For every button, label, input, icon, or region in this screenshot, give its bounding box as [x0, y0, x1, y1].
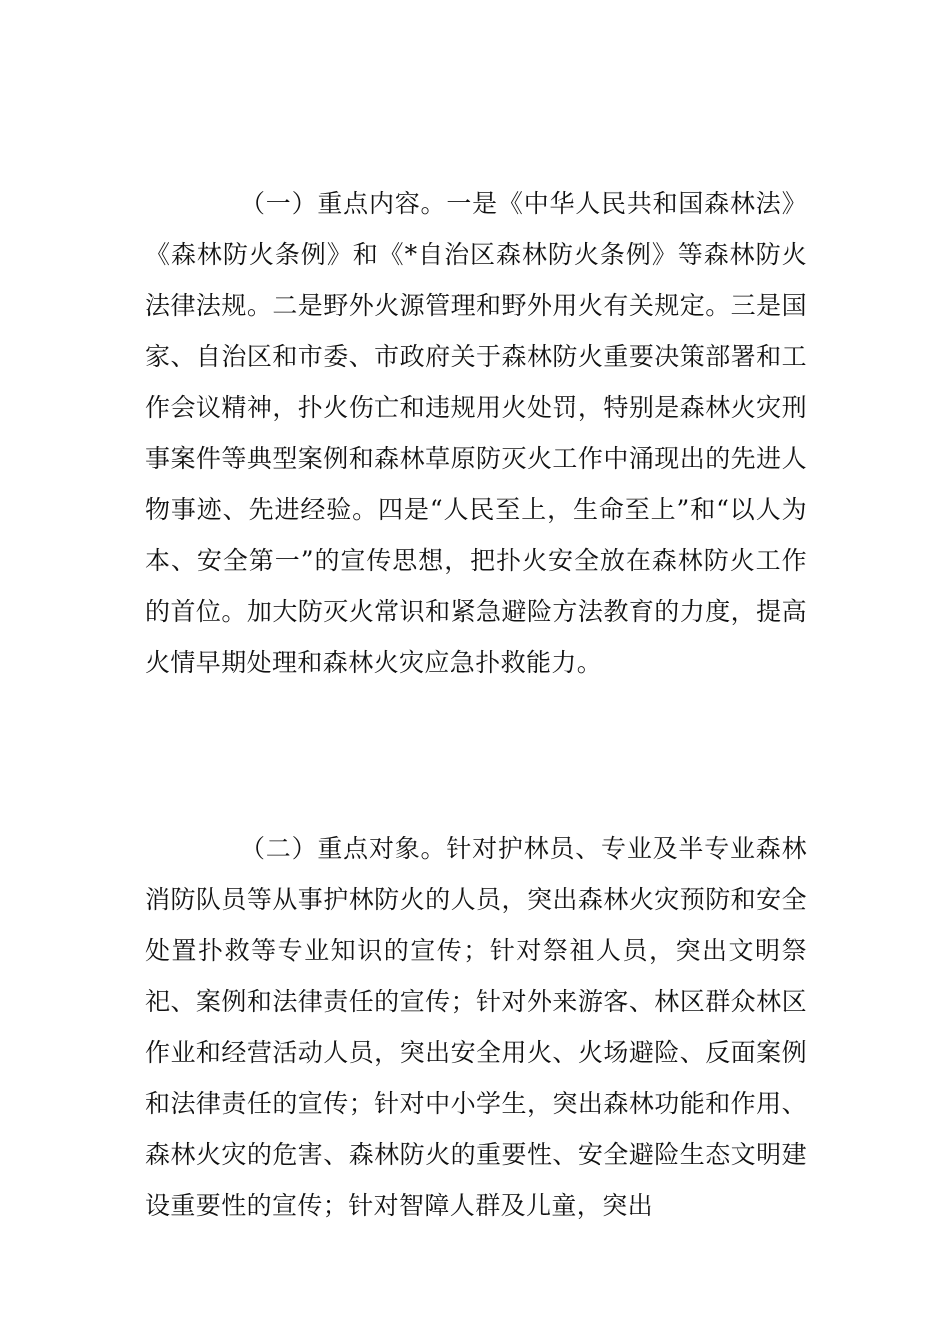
paragraph-key-content: （一）重点内容。一是《中华人民共和国森林法》《森林防火条例》和《*自治区森林防火条例》等森林防火法律法规。二是野外火源管理和野外用火有关规定。三是国家、自治区和市委、市政府关于森林防火重要决策部署和工作会议精神，扑火伤亡和违规用火处罚，特别是森林火灾刑事案件等典型案例和森林草原防灭火工作中涌现出的先进人物事迹、先进经验。四是“人民至上，生命至上”和“以人为本、安全第一”的宣传思想，把扑火安全放在森林防火工作的首位。加大防灭火常识和紧急避险方法教育的力度，提高火情早期处理和森林火灾应急扑救能力。 — [145, 189, 807, 677]
paragraph-key-targets: （二）重点对象。针对护林员、专业及半专业森林消防队员等从事护林防火的人员，突出森林火灾预防和安全处置扑救等专业知识的宣传；针对祭祖人员，突出文明祭祀、案例和法律责任的宣传；针对外来游客、林区群众林区作业和经营活动人员，突出安全用火、火场避险、反面案例和法律责任的宣传；针对中小学生，突出森林功能和作用、森林火灾的危害、森林防火的重要性、安全避险生态文明建设重要性的宣传；针对智障人群及儿童，突出 — [145, 834, 807, 1220]
